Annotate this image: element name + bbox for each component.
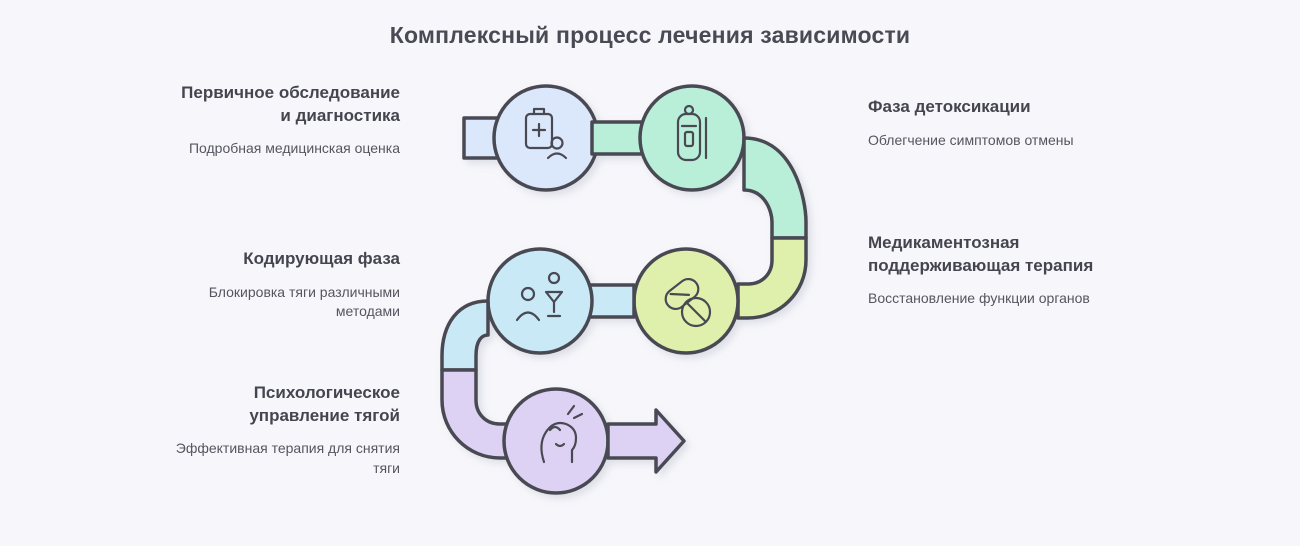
arc-psych: [442, 370, 512, 458]
node-coding[interactable]: [488, 249, 592, 353]
label-title-assessment: Первичное обследование и диагностика: [181, 83, 400, 125]
node-medication[interactable]: [634, 249, 738, 353]
label-desc-medication: Восстановление функции органов: [868, 290, 1090, 307]
label-desc-assessment: Подробная медицинская оценка: [188, 140, 400, 157]
process-flow-diagram: [420, 70, 900, 520]
arc-medication: [738, 238, 806, 318]
label-block-medication: [868, 232, 1128, 309]
arc-detox-to-medication: [744, 138, 806, 238]
label-block-detox: [868, 96, 1118, 150]
label-block-coding: [170, 248, 400, 322]
label-title-psych: Психологическое управление тягой: [249, 383, 400, 425]
page-title: Комплексный процесс лечения зависимости: [389, 22, 911, 48]
label-desc-psych: Эффективная терапия для снятия тяги: [175, 440, 400, 477]
arc-coding-to-psych: [442, 301, 488, 370]
node-assessment[interactable]: [494, 86, 598, 190]
label-desc-detox: Облегчение симптомов отмены: [868, 131, 1074, 148]
label-desc-coding: Блокировка тяги различными методами: [208, 283, 400, 320]
label-block-assessment: [170, 82, 400, 159]
label-block-psych: [170, 382, 400, 479]
label-title-detox: Фаза детоксикации: [868, 97, 1031, 116]
arrow-outcome: [608, 410, 684, 472]
label-title-coding: Кодирующая фаза: [243, 249, 400, 268]
node-detox[interactable]: [640, 86, 744, 190]
connector-detox: [592, 122, 642, 154]
label-title-medication: Медикаментозная поддерживающая терапия: [868, 233, 1094, 275]
node-psych[interactable]: [504, 389, 608, 493]
